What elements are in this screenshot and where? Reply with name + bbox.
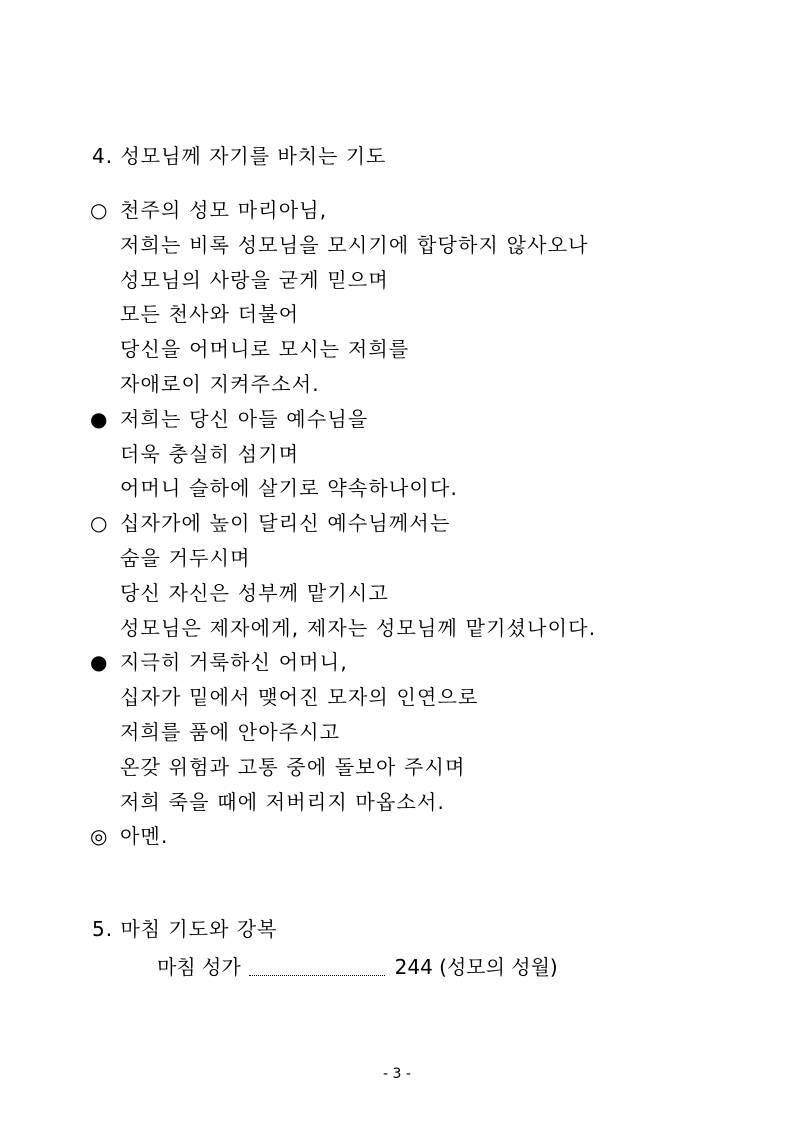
prayer-line-text: 온갖 위험과 고통 중에 돌보아 주시며 xyxy=(120,754,466,779)
prayer-text xyxy=(90,193,750,854)
hymn-label: 마침 성가 xyxy=(157,955,241,979)
open-circle-marker: ○ xyxy=(90,198,109,222)
prayer-line xyxy=(90,437,750,472)
prayer-line-text: 숨을 거두시며 xyxy=(120,545,251,570)
prayer-line-text: 어머니 슬하에 살기로 약속하나이다. xyxy=(120,476,459,501)
prayer-line xyxy=(90,541,750,576)
prayer-line xyxy=(90,228,750,263)
prayer-line xyxy=(90,715,750,750)
prayer-line-text: 아멘. xyxy=(120,824,169,849)
filled-circle-marker: ● xyxy=(90,406,109,431)
prayer-line xyxy=(90,263,750,298)
dot-leader xyxy=(249,961,385,976)
prayer-line xyxy=(90,750,750,785)
prayer-line xyxy=(90,611,750,646)
prayer-line xyxy=(90,471,750,506)
hymn-value: 244 (성모의 성월) xyxy=(394,955,558,979)
prayer-line-text: 자애로이 지켜주소서. xyxy=(120,371,320,396)
prayer-line-text: 천주의 성모 마리아님, xyxy=(120,198,328,222)
open-circle-marker: ○ xyxy=(90,511,109,536)
prayer-line xyxy=(90,193,750,228)
prayer-line xyxy=(90,785,750,820)
prayer-line xyxy=(90,576,750,611)
double-circle-marker: ◎ xyxy=(90,824,109,849)
prayer-line-text: 저희는 당신 아들 예수님을 xyxy=(120,406,369,431)
section-4-heading: 4. 성모님께 자기를 바치는 기도 xyxy=(92,144,387,168)
prayer-line-text: 성모님은 제자에게, 제자는 성모님께 맡기셨나이다. xyxy=(120,615,597,640)
prayer-line xyxy=(90,506,750,541)
prayer-line-text: 십자가 밑에서 맺어진 모자의 인연으로 xyxy=(120,685,479,710)
prayer-line-text: 성모님의 사랑을 굳게 믿으며 xyxy=(120,267,389,292)
prayer-line-text: 더욱 충실히 섬기며 xyxy=(120,441,300,466)
prayer-line xyxy=(90,819,750,854)
prayer-line-text: 십자가에 높이 달리신 예수님께서는 xyxy=(120,511,451,536)
prayer-line-text: 지극히 거룩하신 어머니, xyxy=(120,650,348,675)
prayer-line-text: 모든 천사와 더불어 xyxy=(120,302,300,327)
prayer-line-text: 저희 죽을 때에 저버리지 마옵소서. xyxy=(120,789,446,814)
section-5-heading: 5. 마침 기도와 강복 xyxy=(92,917,278,941)
prayer-line-text: 당신을 어머니로 모시는 저희를 xyxy=(120,337,410,362)
prayer-line xyxy=(90,367,750,402)
prayer-line-text: 저희를 품에 안아주시고 xyxy=(120,719,341,744)
prayer-line xyxy=(90,680,750,715)
prayer-line xyxy=(90,402,750,437)
filled-circle-marker: ● xyxy=(90,650,109,675)
prayer-line xyxy=(90,332,750,367)
prayer-line-text: 저희는 비록 성모님을 모시기에 합당하지 않사오나 xyxy=(120,232,589,257)
page-number: - 3 - xyxy=(383,1066,411,1082)
prayer-line xyxy=(90,297,750,332)
closing-hymn-line xyxy=(157,950,558,984)
prayer-line-text: 당신 자신은 성부께 맡기시고 xyxy=(120,580,389,605)
prayer-line xyxy=(90,645,750,680)
